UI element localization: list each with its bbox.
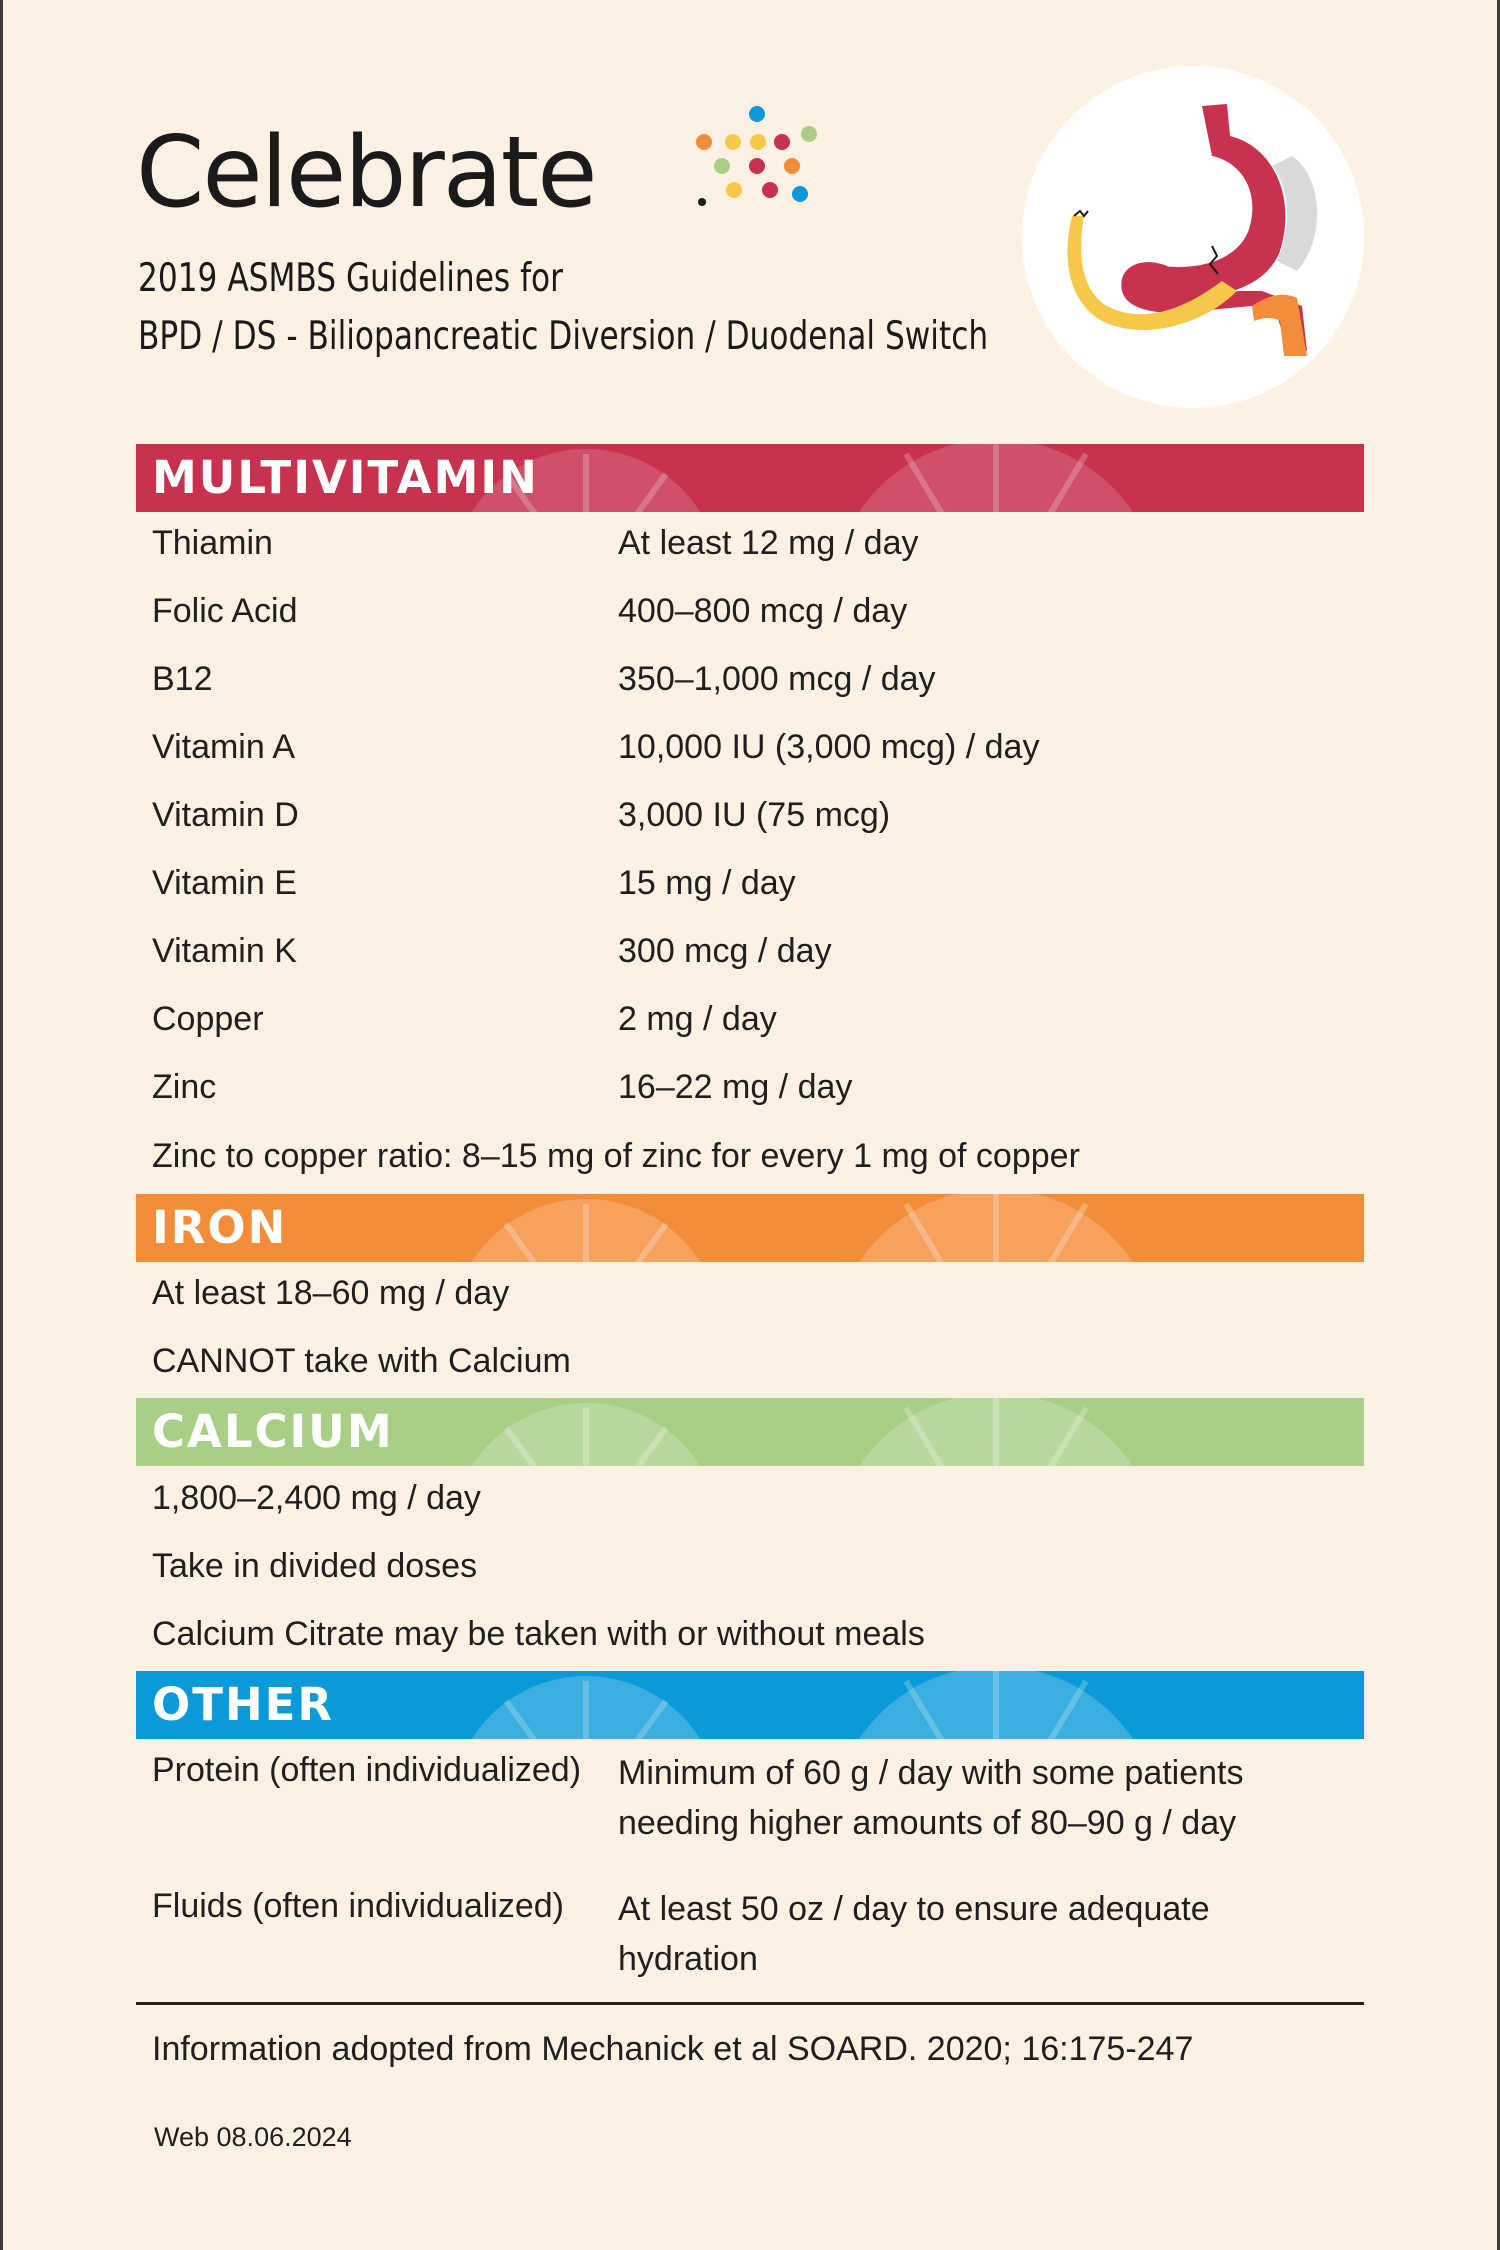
digestive-tract-icon xyxy=(1022,66,1364,408)
fluids-value: At least 50 oz / day to ensure adequate hydration xyxy=(618,1890,1210,1978)
section-title: IRON xyxy=(152,1201,288,1254)
calcium-dose: 1,800–2,400 mg / day xyxy=(152,1479,481,1517)
procedure-title: BPD / DS - Biliopancreatic Diversion / Duodenal Switch xyxy=(138,314,989,359)
fluids-label: Fluids (often individualized) xyxy=(152,1887,564,1925)
nutrient-value: 400–800 mcg / day xyxy=(618,592,908,630)
source-citation: Information adopted from Mechanick et al SOARD. 2020; 16:175-247 xyxy=(152,2030,1194,2068)
brand-wordmark: Celebrate xyxy=(136,116,596,230)
nutrient-label: Vitamin K xyxy=(152,932,297,970)
left-border xyxy=(0,0,3,2250)
nutrient-value: 3,000 IU (75 mcg) xyxy=(618,796,891,834)
iron-warning: CANNOT take with Calcium xyxy=(152,1342,571,1380)
calcium-dosing-note: Take in divided doses xyxy=(152,1547,478,1585)
nutrient-label: Vitamin A xyxy=(152,728,296,766)
nutrient-label: Copper xyxy=(152,1000,264,1038)
nutrient-label: Folic Acid xyxy=(152,592,298,630)
zinc-copper-note: Zinc to copper ratio: 8–15 mg of zinc for every 1 mg of copper xyxy=(152,1137,1080,1175)
nutrient-value: 16–22 mg / day xyxy=(618,1068,853,1106)
nutrient-label: Vitamin E xyxy=(152,864,297,902)
section-iron-header xyxy=(136,1194,1364,1262)
guidelines-title: 2019 ASMBS Guidelines for xyxy=(138,256,563,301)
brand-logo xyxy=(136,118,596,228)
section-other-header xyxy=(136,1671,1364,1739)
nutrient-label: B12 xyxy=(152,660,213,698)
section-calcium-header xyxy=(136,1398,1364,1466)
nutrient-label: Vitamin D xyxy=(152,796,299,834)
nutrient-label: Thiamin xyxy=(152,524,273,562)
nutrient-value: At least 12 mg / day xyxy=(618,524,919,562)
nutrient-value: 300 mcg / day xyxy=(618,932,832,970)
calcium-citrate-note: Calcium Citrate may be taken with or without meals xyxy=(152,1615,925,1653)
brand-dots-icon xyxy=(552,102,832,222)
section-title: MULTIVITAMIN xyxy=(152,451,539,504)
iron-dose: At least 18–60 mg / day xyxy=(152,1274,510,1312)
nutrient-value: 350–1,000 mcg / day xyxy=(618,660,936,698)
nutrient-value: 2 mg / day xyxy=(618,1000,777,1038)
citrus-pattern-icon xyxy=(136,1194,1364,1262)
section-title: CALCIUM xyxy=(152,1405,394,1458)
footer-divider xyxy=(136,2002,1364,2005)
protein-label: Protein (often individualized) xyxy=(152,1751,582,1789)
nutrient-label: Zinc xyxy=(152,1068,217,1106)
nutrient-value: 10,000 IU (3,000 mcg) / day xyxy=(618,728,1040,766)
section-title: OTHER xyxy=(152,1678,335,1731)
section-multivitamin-header xyxy=(136,444,1364,512)
web-date: Web 08.06.2024 xyxy=(154,2122,352,2152)
protein-value: Minimum of 60 g / day with some patients needing higher amounts of 80–90 g / day xyxy=(618,1754,1244,1842)
nutrient-value: 15 mg / day xyxy=(618,864,796,902)
